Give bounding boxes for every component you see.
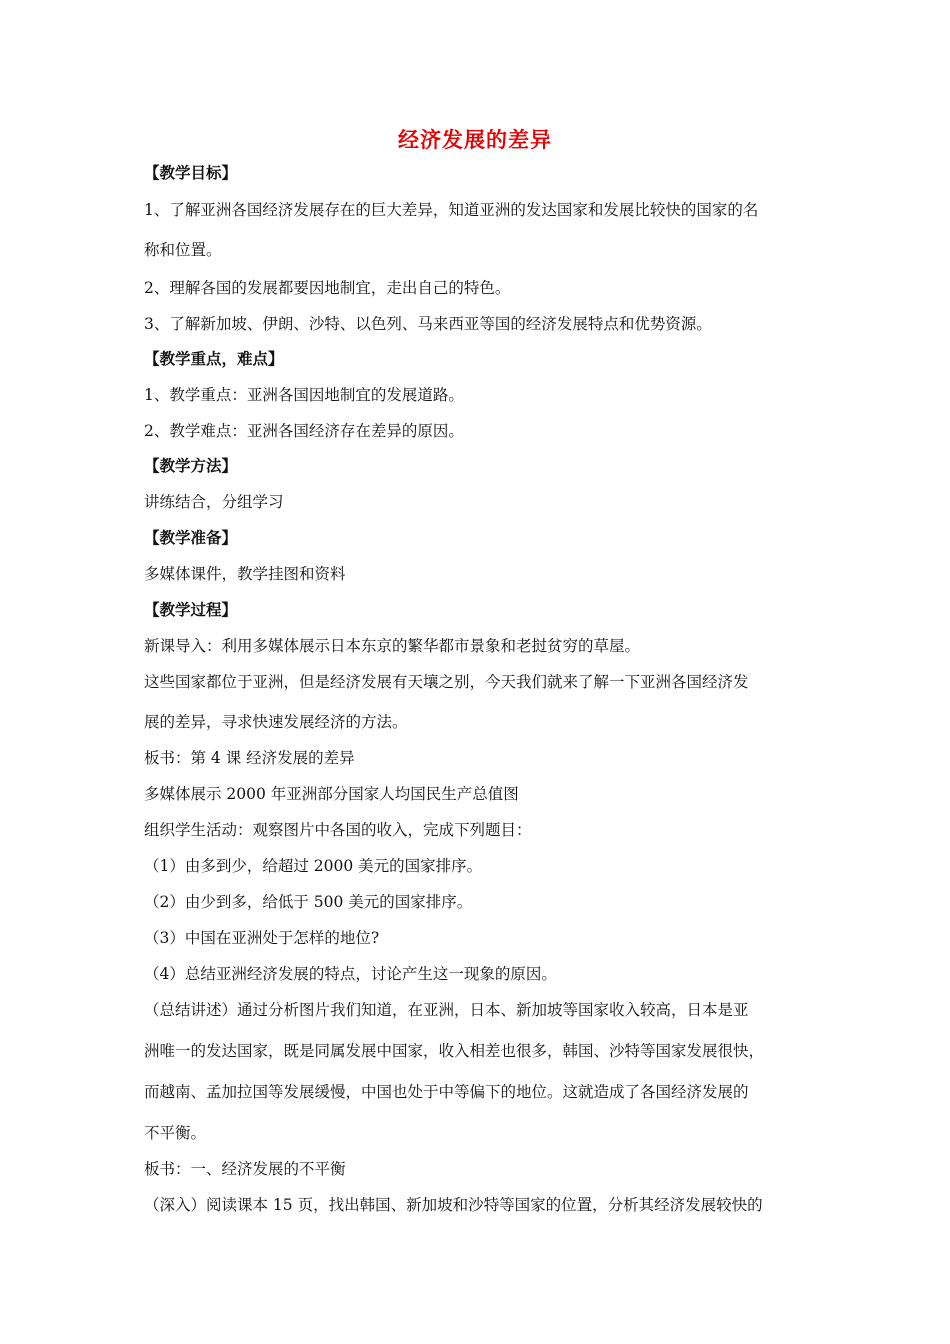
- paragraph-line: （1）由多到少，给超过 2000 美元的国家排序。: [144, 857, 483, 875]
- paragraph-line: 板书：一、经济发展的不平衡: [144, 1160, 346, 1178]
- paragraph-line: （3）中国在亚洲处于怎样的地位?: [144, 929, 380, 947]
- section-heading: 【教学准备】: [144, 529, 238, 547]
- paragraph-line: 展的差异，寻求快速发展经济的方法。: [144, 713, 408, 731]
- paragraph-line: 称和位置。: [144, 241, 222, 259]
- paragraph-line: 新课导入：利用多媒体展示日本东京的繁华都市景象和老挝贫穷的草屋。: [144, 637, 641, 655]
- paragraph-line: 2、理解各国的发展都要因地制宜，走出自己的特色。: [144, 279, 511, 297]
- section-heading: 【教学过程】: [144, 601, 238, 619]
- section-heading: 【教学目标】: [144, 164, 238, 182]
- paragraph-line: 3、了解新加坡、伊朗、沙特、以色列、马来西亚等国的经济发展特点和优势资源。: [144, 315, 712, 333]
- paragraph-line: 这些国家都位于亚洲，但是经济发展有天壤之别，今天我们就来了解一下亚洲各国经济发: [144, 673, 749, 691]
- paragraph-line: 1、教学重点：亚洲各国因地制宜的发展道路。: [144, 386, 464, 404]
- paragraph-line: （2）由少到多，给低于 500 美元的国家排序。: [144, 893, 473, 911]
- paragraph-line: 多媒体课件，教学挂图和资料: [144, 565, 346, 583]
- paragraph-line: （总结讲述）通过分析图片我们知道，在亚洲，日本、新加坡等国家收入较高，日本是亚: [144, 1001, 749, 1019]
- paragraph-line: 洲唯一的发达国家，既是同属发展中国家，收入相差也很多，韩国、沙特等国家发展很快，: [144, 1042, 765, 1060]
- section-heading: 【教学重点，难点】: [144, 350, 284, 368]
- paragraph-line: 板书：第 4 课 经济发展的差异: [144, 749, 355, 767]
- paragraph-line: 而越南、孟加拉国等发展缓慢，中国也处于中等偏下的地位。这就造成了各国经济发展的: [144, 1083, 749, 1101]
- paragraph-line: 1、了解亚洲各国经济发展存在的巨大差异，知道亚洲的发达国家和发展比较快的国家的名: [144, 201, 759, 219]
- section-heading: 【教学方法】: [144, 457, 238, 475]
- paragraph-line: 讲练结合，分组学习: [144, 493, 284, 511]
- paragraph-line: 不平衡。: [144, 1124, 207, 1142]
- document-title: 经济发展的差异: [398, 128, 552, 152]
- paragraph-line: （深入）阅读课本 15 页，找出韩国、新加坡和沙特等国家的位置，分析其经济发展较快的: [144, 1196, 763, 1214]
- paragraph-line: 2、教学难点：亚洲各国经济存在差异的原因。: [144, 422, 464, 440]
- paragraph-line: （4）总结亚洲经济发展的特点，讨论产生这一现象的原因。: [144, 965, 557, 983]
- paragraph-line: 组织学生活动：观察图片中各国的收入，完成下列题目：: [144, 821, 532, 839]
- paragraph-line: 多媒体展示 2000 年亚洲部分国家人均国民生产总值图: [144, 785, 519, 803]
